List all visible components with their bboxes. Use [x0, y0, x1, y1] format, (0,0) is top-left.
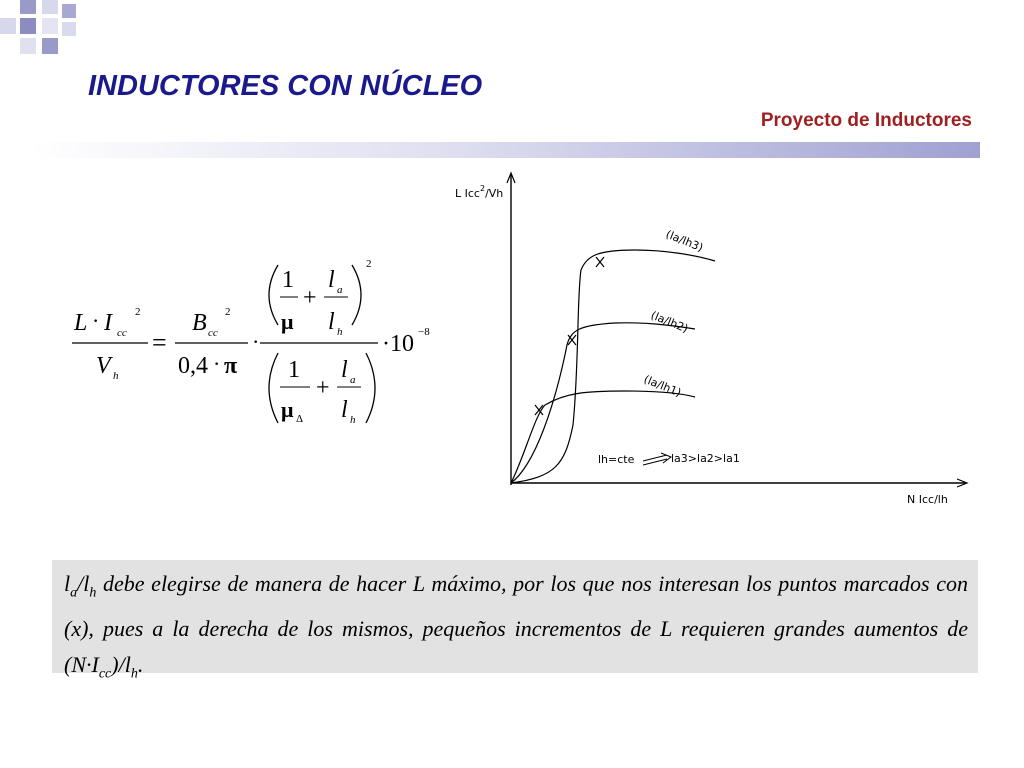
bottom-plus: + — [316, 375, 330, 401]
times-ten: ·10 — [382, 331, 414, 357]
b-den-number: 0,4 — [178, 353, 208, 379]
explanation-text: $l_a/l_h$ debe elegirse de manera de hacer L máximo, por los que nos interesan los puntos marcados con (x), pues a la derecha de los mismos, pequeños incrementos de L requieren grandes aumentos de $(N\cdot I_{cc})/l_h$. — [64, 571, 968, 682]
corner-square-dark-1 — [20, 0, 36, 14]
corner-square-light-5 — [62, 22, 76, 36]
corner-square-light-2 — [0, 18, 16, 34]
condition-right: la3>la2>la1 — [671, 452, 740, 465]
b-exp: 2 — [225, 306, 231, 318]
bottom-mu: μ — [281, 397, 294, 422]
top-la: l — [328, 267, 335, 293]
x-axis-label: N Icc/lh — [907, 493, 948, 506]
y-axis-label: L Icc$^2$/Vh — [455, 184, 504, 200]
label-la-lh3: (la/lh3) — [663, 227, 706, 255]
top-lh: l — [328, 309, 335, 335]
equals-sign: = — [152, 328, 167, 357]
bottom-one: 1 — [288, 357, 300, 383]
b-sub: cc — [208, 327, 218, 339]
bottom-left-paren — [269, 353, 278, 423]
lhs-I: I — [104, 310, 112, 336]
bottom-lh: l — [341, 397, 348, 423]
ten-exp: −8 — [418, 326, 430, 338]
lhs-I-exp: 2 — [135, 306, 141, 318]
b-den-pi: π — [224, 353, 238, 379]
bottom-mu-sub: Δ — [296, 413, 304, 425]
middle-dot: · — [252, 329, 260, 354]
curve-la-lh3 — [511, 250, 715, 483]
top-lh-sub: h — [337, 326, 343, 338]
title-gradient-bar — [30, 142, 980, 158]
corner-square-dark-4 — [42, 38, 58, 54]
label-la-lh1: (la/lh1) — [641, 372, 684, 400]
curve-la-lh1 — [511, 391, 695, 483]
lhs-V-sub: h — [113, 370, 119, 382]
slide-title: INDUCTORES CON NÚCLEO — [88, 70, 483, 102]
top-plus: + — [303, 285, 317, 311]
top-mu: μ — [281, 309, 294, 334]
paren-exp: 2 — [366, 258, 372, 270]
slide-subtitle: Proyecto de Inductores — [760, 110, 972, 131]
explanation-box — [52, 560, 978, 682]
corner-square-light-1 — [42, 0, 58, 14]
inductance-curves-graph — [455, 165, 975, 510]
inductance-formula — [60, 245, 460, 435]
lhs-L: L — [74, 310, 88, 336]
top-la-sub: a — [337, 284, 343, 296]
lhs-V: V — [96, 353, 111, 379]
marker-x-lh3 — [596, 257, 604, 267]
bottom-right-paren — [366, 353, 375, 423]
corner-square-dark-2 — [20, 18, 36, 34]
b-den-dot: · — [213, 351, 221, 376]
lhs-I-sub: cc — [117, 327, 127, 339]
top-left-paren — [269, 265, 278, 325]
condition-left: lh=cte — [598, 453, 635, 466]
lhs-dot: · — [92, 308, 100, 333]
corner-square-dark-3 — [62, 4, 76, 18]
corner-square-light-3 — [42, 18, 58, 34]
bottom-lh-sub: h — [350, 414, 356, 426]
bottom-la-sub: a — [350, 374, 356, 386]
bottom-la: l — [341, 357, 348, 383]
b-symbol: B — [192, 310, 207, 336]
implies-arrow — [643, 453, 671, 465]
label-la-lh2: (la/lh2) — [648, 308, 691, 336]
top-one: 1 — [282, 267, 294, 293]
top-right-paren — [352, 265, 361, 325]
corner-square-light-4 — [20, 38, 36, 54]
